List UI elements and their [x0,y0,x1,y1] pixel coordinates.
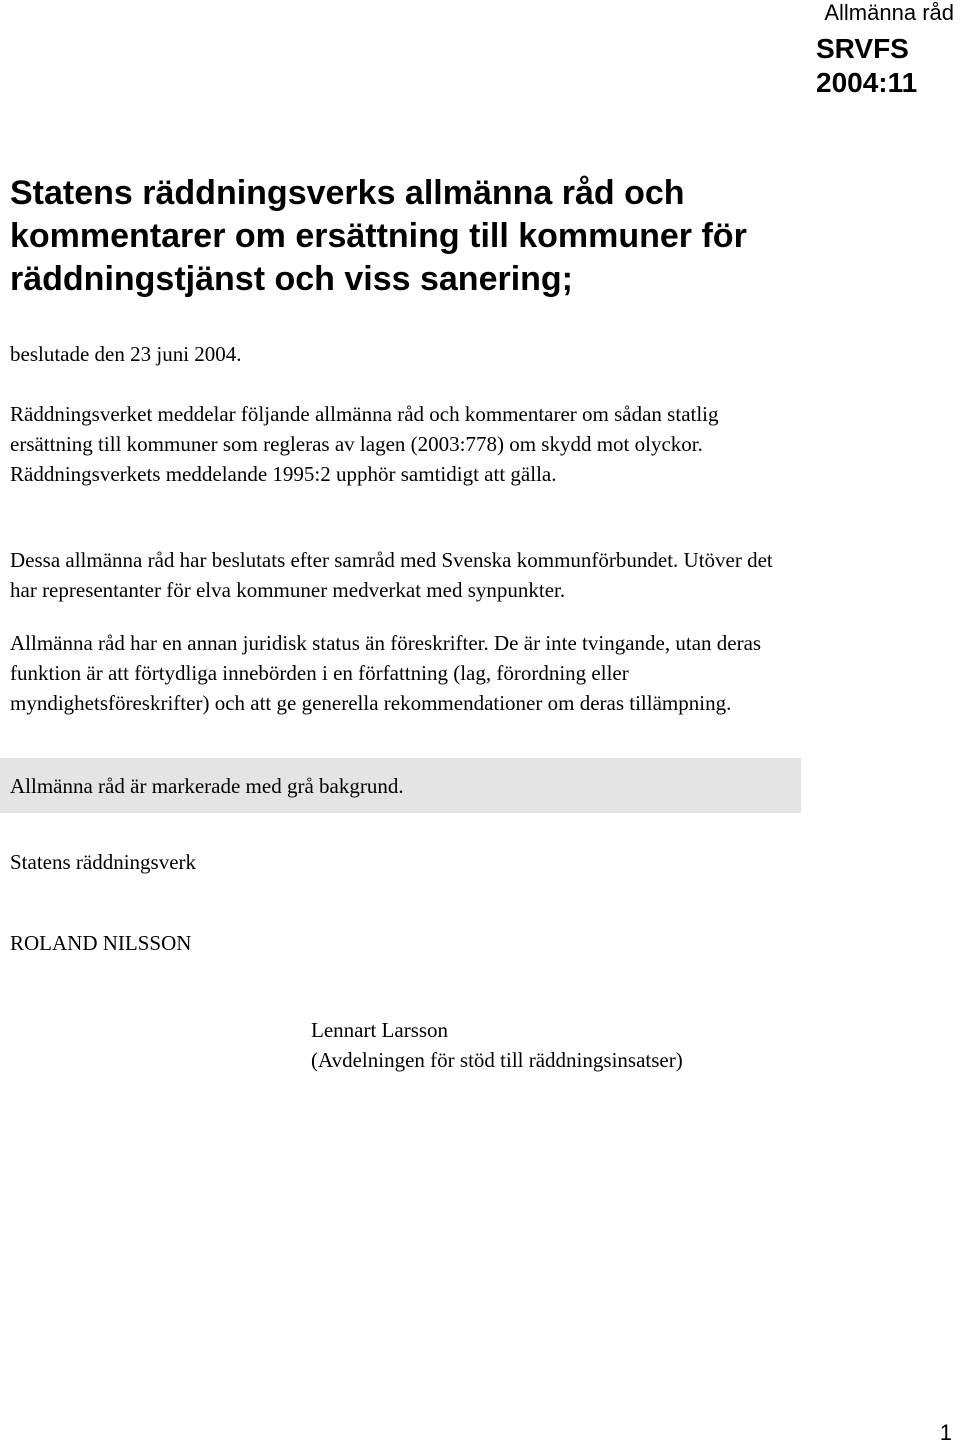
signatory-name: ROLAND NILSSON [10,931,192,955]
advice-marker-box [0,758,801,813]
issuing-agency: Statens räddningsverk [10,850,197,874]
cosigner-block [311,1015,683,1075]
regulation-number: 2004:11 [816,67,918,98]
regulation-code [816,32,917,100]
page-number: 1 [939,1420,952,1445]
regulation-series: SRVFS [816,33,909,64]
paragraph-legal-status: Allmänna råd har en annan juridisk status än föreskrifter. De är inte tvingande, utan deras funktion är att förtydliga innebörden i en författning (lag, förordning eller myndighetsföreskrifter) och att ge generella rekommendationer om deras tillämpning. [10,631,762,715]
paragraph-consultation: Dessa allmänna råd har beslutats efter samråd med Svenska kommunförbundet. Utöver det har representanter för elva kommuner medverkat med synpunkter. [10,548,773,602]
cosigner-department: (Avdelningen för stöd till räddningsinsatser) [311,1048,683,1072]
paragraph-intro: Räddningsverket meddelar följande allmänna råd och kommentarer om sådan statlig ersättning till kommuner som regleras av lagen (2003:778) om skydd mot olyckor. Räddningsverkets meddelande 1995:2 upphör samtidigt att gälla. [10,402,719,486]
document-title: Statens räddningsverks allmänna råd och kommentarer om ersättning till kommuner för räddningstjänst och viss sanering; [10,174,747,298]
document-category: Allmänna råd [824,0,954,25]
decision-date: beslutade den 23 juni 2004. [10,342,242,366]
cosigner-name: Lennart Larsson [311,1018,449,1042]
advice-marker-text: Allmänna råd är markerade med grå bakgrund. [10,774,404,798]
